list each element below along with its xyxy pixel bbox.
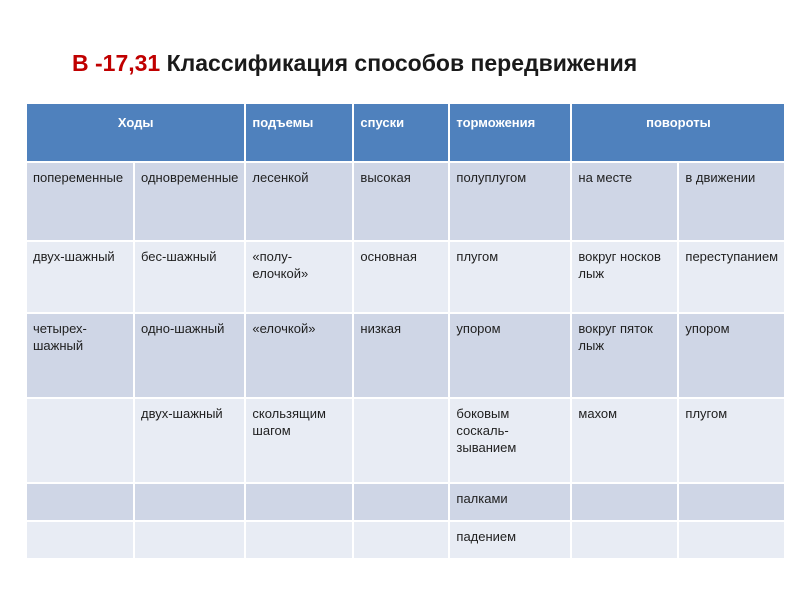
table-cell: [245, 483, 353, 521]
header-povoroty: повороты: [571, 103, 785, 162]
header-hody: Ходы: [26, 103, 245, 162]
header-spuski: спуски: [353, 103, 449, 162]
table-cell: плугом: [449, 241, 571, 313]
table-row: [26, 398, 785, 483]
title-text: Классификация способов передвижения: [166, 50, 638, 76]
table-cell: [26, 398, 134, 483]
table-cell: [245, 521, 353, 559]
table-cell: вокруг пяток лыж: [571, 313, 678, 398]
table-row: [26, 313, 785, 398]
table-cell: [26, 483, 134, 521]
table-cell: полуплугом: [449, 162, 571, 241]
table-cell: попеременные: [26, 162, 134, 241]
table-cell: переступанием: [678, 241, 785, 313]
table-cell: боковым соскаль-зыванием: [449, 398, 571, 483]
table-cell: палками: [449, 483, 571, 521]
table-cell: упором: [449, 313, 571, 398]
table-cell: высокая: [353, 162, 449, 241]
table-cell: скользящим шагом: [245, 398, 353, 483]
table-cell: [571, 521, 678, 559]
header-row: [26, 103, 785, 162]
title-code: В -17,31: [72, 50, 161, 76]
table-cell: в движении: [678, 162, 785, 241]
table-row: [26, 483, 785, 521]
slide-title: [72, 50, 637, 77]
table-cell: [134, 483, 245, 521]
table-row: [26, 521, 785, 559]
table-cell: одновременные: [134, 162, 245, 241]
table-cell: упором: [678, 313, 785, 398]
table-cell: на месте: [571, 162, 678, 241]
table-cell: «полу-елочкой»: [245, 241, 353, 313]
header-tormozheniya: торможения: [449, 103, 571, 162]
table-cell: [353, 398, 449, 483]
table-cell: основная: [353, 241, 449, 313]
table-cell: [353, 521, 449, 559]
table-cell: [353, 483, 449, 521]
classification-table: [25, 102, 786, 560]
table-cell: четырех-шажный: [26, 313, 134, 398]
table-cell: [134, 521, 245, 559]
table-cell: [678, 521, 785, 559]
table-cell: [571, 483, 678, 521]
table-cell: двух-шажный: [134, 398, 245, 483]
table-cell: низкая: [353, 313, 449, 398]
table-cell: одно-шажный: [134, 313, 245, 398]
table-cell: [26, 521, 134, 559]
table-cell: махом: [571, 398, 678, 483]
table-row: [26, 241, 785, 313]
table-cell: бес-шажный: [134, 241, 245, 313]
header-podyemy: подъемы: [245, 103, 353, 162]
table-cell: вокруг носков лыж: [571, 241, 678, 313]
table-cell: двух-шажный: [26, 241, 134, 313]
table-cell: «елочкой»: [245, 313, 353, 398]
table-row: [26, 162, 785, 241]
table-cell: падением: [449, 521, 571, 559]
table-cell: [678, 483, 785, 521]
table-cell: плугом: [678, 398, 785, 483]
table-cell: лесенкой: [245, 162, 353, 241]
